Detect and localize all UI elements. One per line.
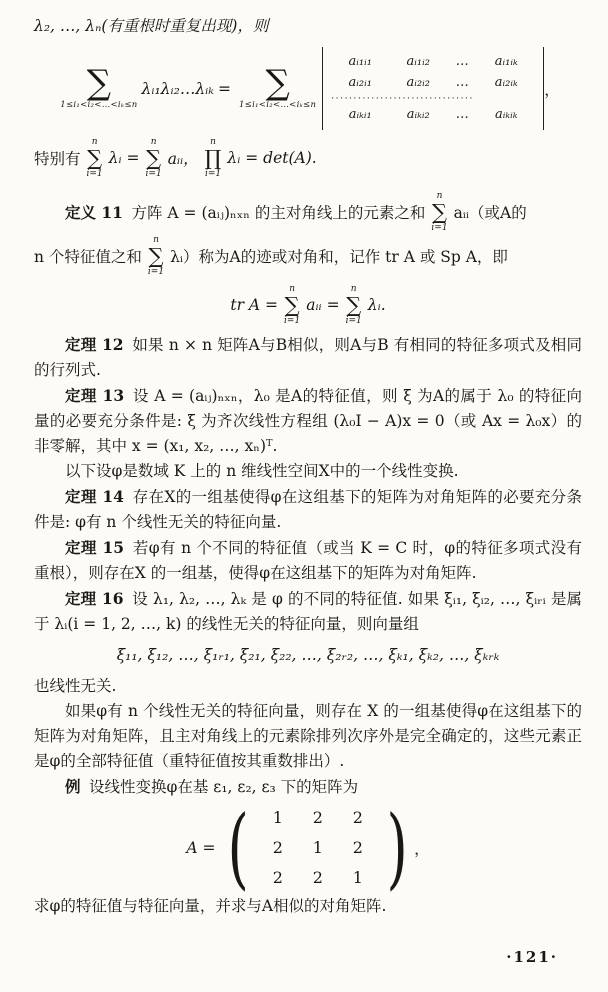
theorem-16 (34, 586, 582, 637)
special-prefix: 特别有 (34, 150, 81, 168)
example-intro-text: 设线性变换φ在基 ε₁, ε₂, ε₃ 下的矩阵为 (89, 778, 359, 796)
trace-determinant-identity-line (34, 134, 582, 182)
theorem-15-text: 若φ有 n 个不同的特征值（或当 K = C 时，φ的特征多项式没有重根），则存在X 的一组基，使得φ在这组基下的矩阵为对角矩阵. (34, 539, 582, 582)
theorem-12 (34, 332, 582, 383)
example-label: 例 (65, 777, 81, 796)
trace-lhs: tr A = (230, 296, 279, 314)
left-paren: ( (227, 796, 250, 900)
trace-mid: aᵢᵢ = (306, 296, 340, 314)
example-intro (34, 774, 582, 800)
theorem-16-label: 定理 16 (65, 589, 124, 608)
summation-operator: n ∑ i=1 (284, 283, 301, 326)
theorem-13-label: 定理 13 (65, 386, 125, 405)
interlude-line: 以下设φ是数域 K 上的 n 维线性空间X中的一个线性变换. (65, 462, 459, 480)
matrix-cell: 1 (312, 838, 323, 857)
also-independent-line: 也线性无关. (34, 677, 117, 695)
intro-line: λ₂, …, λₙ(有重根时重复出现)，则 (34, 17, 269, 35)
matrix-row (258, 864, 378, 892)
determinant-row (331, 53, 535, 71)
definition-11-text-a: 方阵 A = (aᵢⱼ)ₙₓₙ 的主对角线上的元素之和 (131, 204, 426, 222)
theorem-15 (34, 535, 582, 586)
matrix-cell: 2 (272, 838, 283, 857)
definition-11-text-d: λᵢ）称为A的迹或对角和，记作 tr A 或 Sp A，即 (170, 248, 508, 266)
product-operator: n ∏ i=1 (204, 136, 222, 179)
definition-11-text-c: n 个特征值之和 (34, 248, 142, 266)
matrix-cell: aᵢ₁ᵢₖ (494, 54, 518, 69)
eigenvalue-product-sum-equation (34, 47, 582, 130)
determinant-product-segment: λᵢ = det(A). (227, 149, 317, 167)
definition-11-text-b: aᵢᵢ（或A的 (453, 204, 527, 222)
matrix-cell: 2 (312, 868, 323, 887)
matrix-cell: 2 (312, 808, 323, 827)
trailing-comma: ， (414, 840, 430, 858)
matrix-a (258, 804, 378, 892)
matrix-cell: … (455, 54, 469, 69)
matrix-cell: 2 (352, 838, 363, 857)
matrix-cell: aᵢₖᵢ₂ (406, 107, 430, 122)
definition-11-line-2 (34, 234, 582, 278)
theorem-12-text: 如果 n × n 矩阵A与B相似，则A与B 有相同的特征多项式及相同的行列式. (34, 336, 583, 379)
theorem-13 (34, 383, 582, 459)
matrix-cell: aᵢ₂ᵢ₁ (348, 75, 372, 90)
summation-operator: n ∑ i=1 (345, 283, 362, 326)
summation-operator: n ∑ i=1 (431, 190, 448, 233)
determinant-ellipsis-row: ································ (331, 95, 474, 103)
right-paren: ) (386, 796, 408, 900)
matrix-cell: 1 (352, 868, 363, 887)
summation-operator: n ∑ i=1 (147, 234, 165, 277)
summation-operator: n ∑ i=1 (145, 136, 162, 179)
lambda-sum-segment: λᵢ = (108, 149, 140, 167)
determinant-row (331, 106, 535, 124)
theorem-13-text: 设 A = (aᵢⱼ)ₙₓₙ，λ₀ 是A的特征值，则 ξ 为A的属于 λ₀ 的特征向量的必要充分条件是: ξ 为齐次线性方程组 (λ₀I − A)x = 0（或 Ax = λ₀x）的非零解，其中 x = (x₁, x₂, …, xₙ)ᵀ. (34, 387, 582, 455)
summation-lhs-limit: 1≤i₁<i₂<…<iₖ≤n (60, 100, 138, 111)
example-task-line: 求φ的特征值与特征向量，并求与A相似的对角矩阵. (34, 897, 387, 915)
matrix-row (258, 834, 378, 862)
summation-lhs (60, 63, 138, 111)
matrix-cell: 2 (272, 868, 283, 887)
diagonalization-paragraph: 如果φ有 n 个线性无关的特征向量，则存在 X 的一组基使得φ在这组基下的矩阵为对角矩阵，且主对角线上的元素除排列次序外是完全确定的，这些元素正是φ的全部特征值（重特征值按其重数排出）. (34, 702, 582, 770)
principal-minor-determinant (322, 47, 544, 130)
page-number: ·121· (506, 948, 558, 966)
determinant-row (331, 74, 535, 92)
matrix-cell: aᵢ₁ᵢ₁ (348, 54, 372, 69)
matrix-a-lhs: A = (186, 839, 216, 857)
matrix-row (258, 804, 378, 832)
definition-11-label: 定义 11 (65, 203, 123, 222)
matrix-cell: 1 (272, 808, 283, 827)
theorem-14-label: 定理 14 (65, 487, 124, 506)
lambda-product: λᵢ₁λᵢ₂…λᵢₖ (141, 79, 214, 98)
matrix-cell: … (455, 107, 469, 122)
sigma-symbol: ∑ (86, 63, 112, 104)
matrix-cell: aᵢ₂ᵢₖ (494, 75, 518, 90)
theorem-14 (34, 484, 582, 535)
eigenvector-list-line: ξ₁₁, ξ₁₂, …, ξ₁ᵣ₁, ξ₂₁, ξ₂₂, …, ξ₂ᵣ₂, …, ξₖ₁, ξₖ₂, …, ξₖᵣₖ (116, 646, 500, 664)
definition-11-line-1 (34, 190, 582, 234)
matrix-a-equation (34, 796, 582, 900)
trailing-comma: ， (544, 80, 560, 99)
matrix-cell: … (455, 75, 469, 90)
sigma-symbol: ∑ (265, 63, 290, 104)
matrix-cell: aᵢ₂ᵢ₂ (406, 75, 430, 90)
trace-equation (34, 278, 582, 332)
diagonal-sum-segment: aᵢᵢ， (167, 150, 199, 168)
theorem-12-label: 定理 12 (65, 335, 124, 354)
summation-operator: n ∑ i=1 (86, 136, 103, 179)
theorem-14-text: 存在X的一组基使得φ在这组基下的矩阵为对角矩阵的必要充分条件是: φ有 n 个线性无关的特征向量. (34, 488, 583, 531)
matrix-cell: 2 (352, 808, 363, 827)
matrix-cell: aᵢₖᵢₖ (494, 107, 518, 122)
summation-rhs (238, 63, 317, 111)
matrix-cell: aᵢₖᵢ₁ (348, 107, 372, 122)
trace-rhs: λᵢ. (367, 296, 386, 314)
matrix-cell: aᵢ₁ᵢ₂ (406, 54, 430, 69)
theorem-15-label: 定理 15 (65, 538, 125, 557)
theorem-16-text: 设 λ₁, λ₂, …, λₖ 是 φ 的不同的特征值. 如果 ξᵢ₁, ξᵢ₂, …, ξᵢᵣᵢ 是属于 λᵢ(i = 1, 2, …, k) 的线性无关的特征向量，则向量组 (34, 590, 583, 633)
definition-11 (34, 190, 582, 278)
equals-sign: = (217, 79, 231, 98)
summation-rhs-limit: 1≤i₁<i₂<…<iₖ≤n (238, 100, 317, 111)
